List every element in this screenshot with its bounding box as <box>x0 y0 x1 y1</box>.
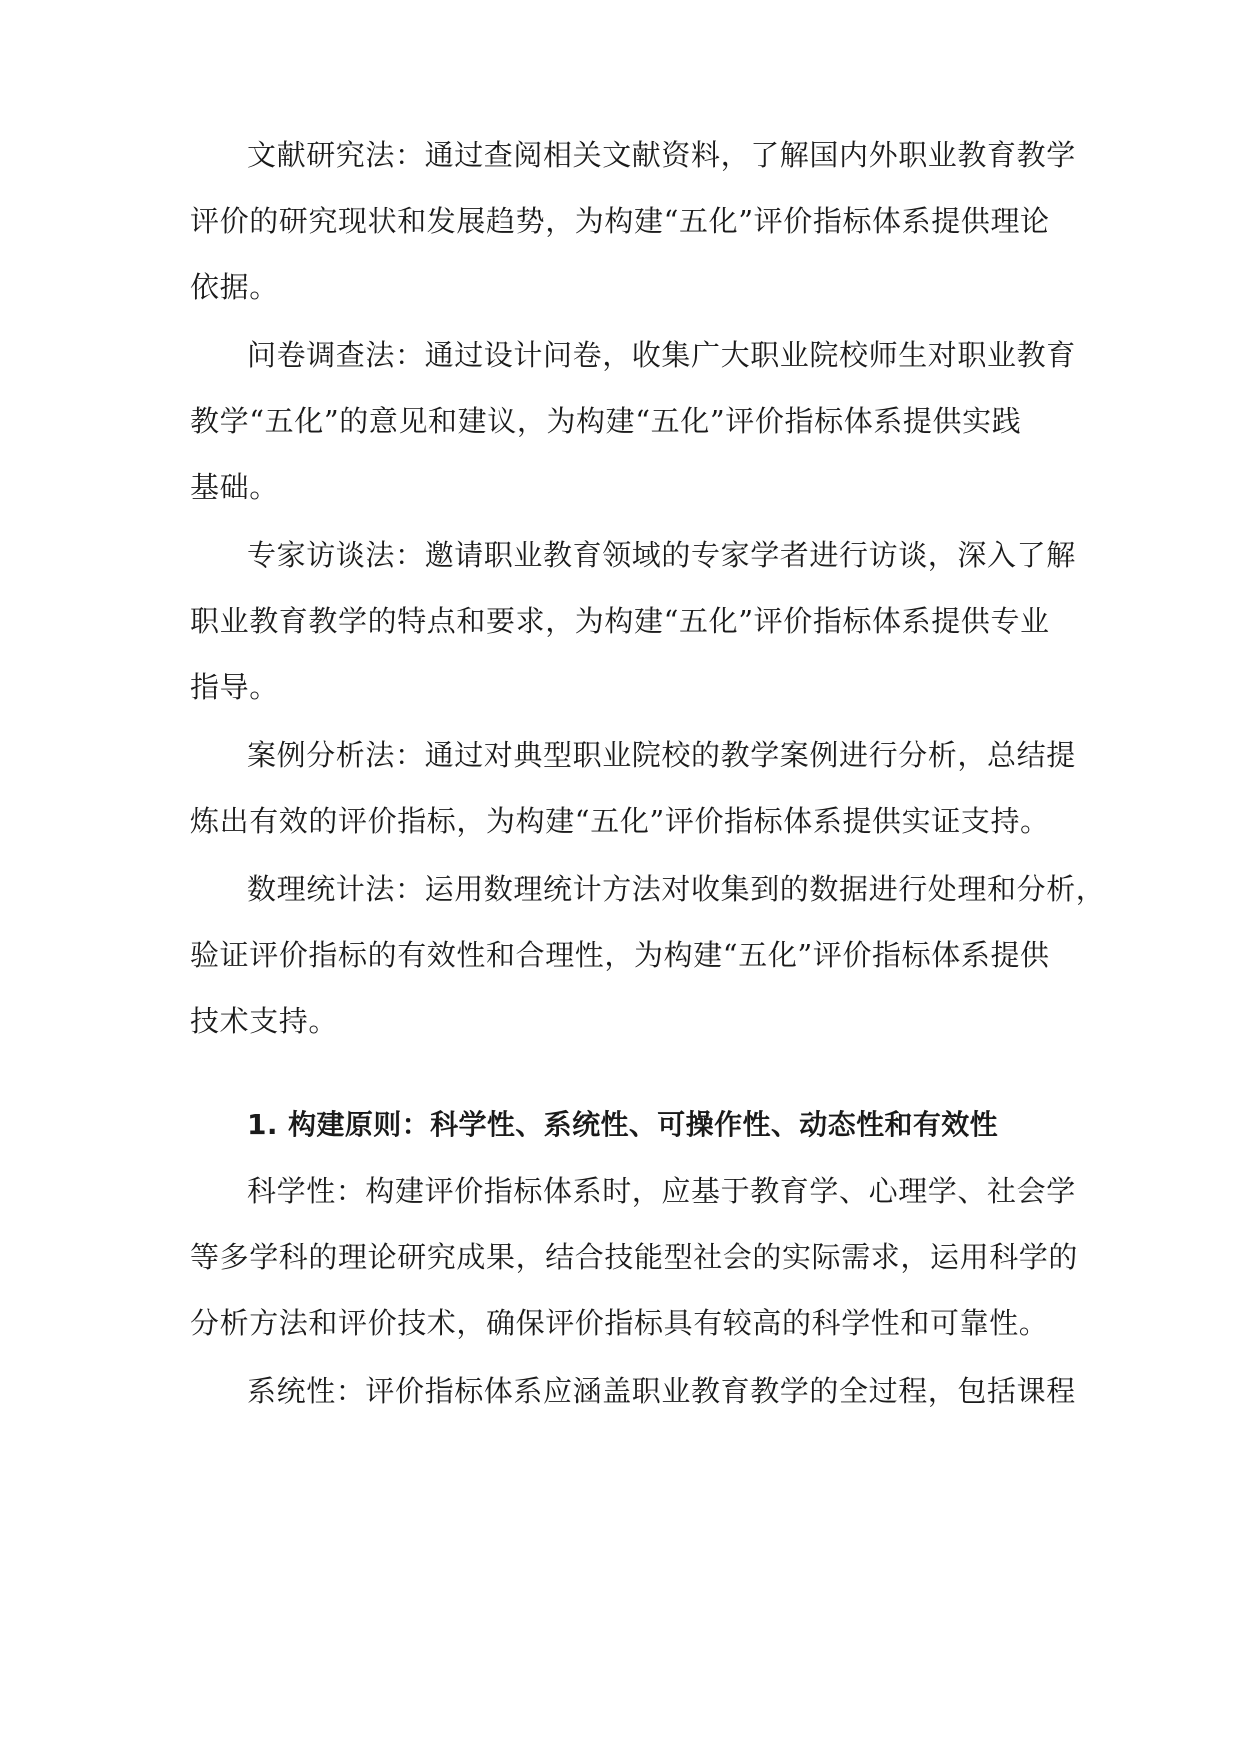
paragraph-line: 问卷调查法：通过设计问卷，收集广大职业院校师生对职业教育 <box>247 338 1076 372</box>
paragraph-line: 系统性：评价指标体系应涵盖职业教育教学的全过程，包括课程 <box>247 1374 1076 1408</box>
paragraph-line: 职业教育教学的特点和要求，为构建“五化”评价指标体系提供专业 <box>190 604 1050 638</box>
paragraph-line: 案例分析法：通过对典型职业院校的教学案例进行分析，总结提 <box>247 738 1076 772</box>
paragraph-line: 文献研究法：通过查阅相关文献资料，了解国内外职业教育教学 <box>247 138 1076 172</box>
paragraph-line: 等多学科的理论研究成果，结合技能型社会的实际需求，运用科学的 <box>190 1240 1079 1274</box>
paragraph-line: 技术支持。 <box>190 1004 339 1038</box>
paragraph-line: 验证评价指标的有效性和合理性，为构建“五化”评价指标体系提供 <box>190 938 1050 972</box>
paragraph-line: 科学性：构建评价指标体系时，应基于教育学、心理学、社会学 <box>247 1174 1076 1208</box>
section-heading: 1. 构建原则：科学性、系统性、可操作性、动态性和有效性 <box>247 1108 999 1141</box>
paragraph-line: 基础。 <box>190 470 279 504</box>
paragraph-line: 教学“五化”的意见和建议，为构建“五化”评价指标体系提供实践 <box>190 404 1022 438</box>
paragraph-line: 专家访谈法：邀请职业教育领域的专家学者进行访谈，深入了解 <box>247 538 1076 572</box>
paragraph-line: 依据。 <box>190 270 279 304</box>
paragraph-line: 指导。 <box>190 670 279 704</box>
paragraph-line: 分析方法和评价技术，确保评价指标具有较高的科学性和可靠性。 <box>190 1306 1049 1340</box>
paragraph-line: 炼出有效的评价指标，为构建“五化”评价指标体系提供实证支持。 <box>190 804 1050 838</box>
paragraph-line: 数理统计法：运用数理统计方法对收集到的数据进行处理和分析， <box>247 872 1106 906</box>
paragraph-line: 评价的研究现状和发展趋势，为构建“五化”评价指标体系提供理论 <box>190 204 1050 238</box>
